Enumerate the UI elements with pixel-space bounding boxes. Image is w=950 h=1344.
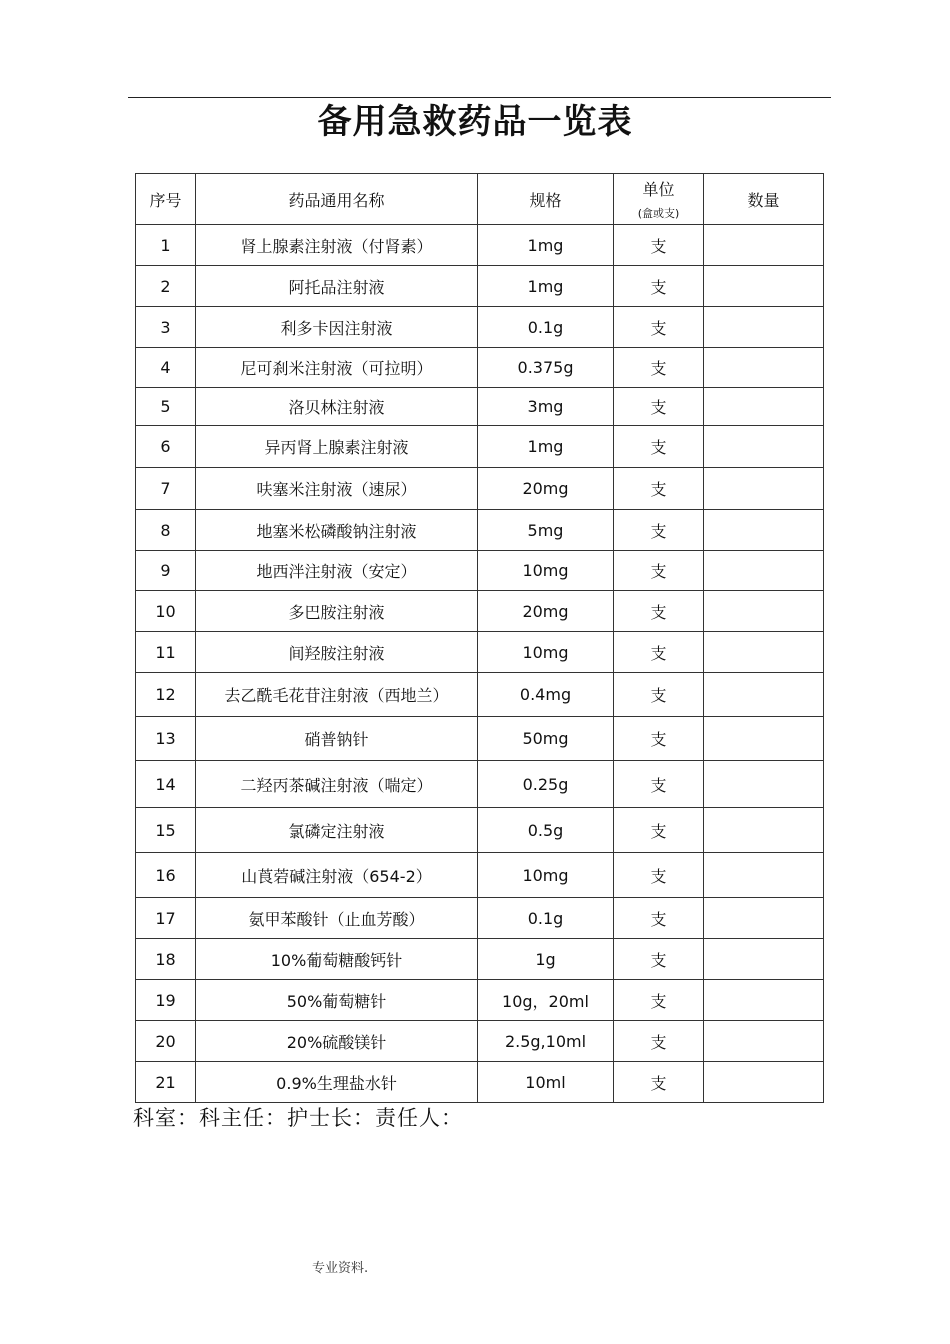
cell-index: 2 [136,266,196,307]
cell-name: 二羟丙茶碱注射液（喘定） [196,761,478,808]
header-unit [614,174,704,225]
table-row [136,808,824,853]
cell-unit: 支 [614,717,704,761]
cell-quantity [704,898,824,939]
cell-spec: 1g [478,939,614,980]
cell-unit: 支 [614,426,704,468]
cell-name: 硝普钠针 [196,717,478,761]
cell-spec: 1mg [478,225,614,266]
cell-quantity [704,632,824,673]
cell-unit: 支 [614,632,704,673]
table-row [136,225,824,266]
cell-spec: 0.5g [478,808,614,853]
cell-quantity [704,426,824,468]
cell-index: 5 [136,388,196,426]
cell-quantity [704,225,824,266]
cell-spec: 1mg [478,426,614,468]
table-row [136,468,824,510]
cell-spec: 0.25g [478,761,614,808]
table-header-row [136,174,824,225]
cell-spec: 0.1g [478,898,614,939]
cell-spec: 2.5g,10ml [478,1021,614,1062]
cell-spec: 1mg [478,266,614,307]
cell-index: 20 [136,1021,196,1062]
cell-quantity [704,307,824,348]
table-row [136,551,824,591]
cell-name: 尼可刹米注射液（可拉明） [196,348,478,388]
table-row [136,426,824,468]
cell-name: 肾上腺素注射液（付肾素） [196,225,478,266]
table-row [136,348,824,388]
cell-quantity [704,673,824,717]
cell-spec: 10g，20ml [478,980,614,1021]
cell-index: 12 [136,673,196,717]
cell-name: 异丙肾上腺素注射液 [196,426,478,468]
cell-spec: 20mg [478,468,614,510]
cell-quantity [704,1021,824,1062]
cell-unit: 支 [614,388,704,426]
signature-line: 科室：科主任：护士长：责任人： [133,1106,463,1130]
cell-unit: 支 [614,808,704,853]
cell-quantity [704,266,824,307]
cell-quantity [704,348,824,388]
cell-unit: 支 [614,510,704,551]
cell-index: 16 [136,853,196,898]
table-row [136,307,824,348]
cell-index: 7 [136,468,196,510]
header-spec: 规格 [478,174,614,225]
cell-name: 10%葡萄糖酸钙针 [196,939,478,980]
cell-name: 呋塞米注射液（速尿） [196,468,478,510]
cell-name: 利多卡因注射液 [196,307,478,348]
cell-quantity [704,717,824,761]
cell-quantity [704,1062,824,1103]
cell-spec: 10mg [478,551,614,591]
cell-name: 50%葡萄糖针 [196,980,478,1021]
cell-quantity [704,388,824,426]
table-body [136,225,824,1103]
cell-name: 多巴胺注射液 [196,591,478,632]
cell-quantity [704,591,824,632]
cell-unit: 支 [614,1021,704,1062]
cell-index: 17 [136,898,196,939]
cell-spec: 50mg [478,717,614,761]
cell-index: 8 [136,510,196,551]
cell-name: 阿托品注射液 [196,266,478,307]
cell-unit: 支 [614,761,704,808]
cell-index: 10 [136,591,196,632]
cell-spec: 5mg [478,510,614,551]
cell-quantity [704,761,824,808]
cell-quantity [704,939,824,980]
cell-unit: 支 [614,980,704,1021]
header-quantity: 数量 [704,174,824,225]
cell-quantity [704,808,824,853]
cell-name: 地西泮注射液（安定） [196,551,478,591]
cell-index: 14 [136,761,196,808]
cell-name: 氨甲苯酸针（止血芳酸） [196,898,478,939]
cell-quantity [704,510,824,551]
cell-spec: 0.4mg [478,673,614,717]
cell-quantity [704,551,824,591]
cell-spec: 10mg [478,853,614,898]
cell-unit: 支 [614,898,704,939]
cell-unit: 支 [614,551,704,591]
cell-spec: 0.375g [478,348,614,388]
header-unit-label: 单位 [642,180,675,199]
cell-name: 20%硫酸镁针 [196,1021,478,1062]
cell-index: 9 [136,551,196,591]
cell-index: 1 [136,225,196,266]
cell-index: 18 [136,939,196,980]
cell-unit: 支 [614,348,704,388]
cell-unit: 支 [614,307,704,348]
header-index: 序号 [136,174,196,225]
cell-index: 4 [136,348,196,388]
page-title: 备用急救药品一览表 [317,102,633,142]
header-name: 药品通用名称 [196,174,478,225]
table-row [136,673,824,717]
cell-unit: 支 [614,591,704,632]
cell-index: 3 [136,307,196,348]
table-row [136,591,824,632]
cell-spec: 3mg [478,388,614,426]
cell-unit: 支 [614,225,704,266]
cell-name: 氯磷定注射液 [196,808,478,853]
cell-index: 15 [136,808,196,853]
table-row [136,717,824,761]
cell-quantity [704,980,824,1021]
table-row [136,898,824,939]
table-row [136,761,824,808]
cell-unit: 支 [614,1062,704,1103]
cell-unit: 支 [614,853,704,898]
cell-spec: 10ml [478,1062,614,1103]
table-row [136,980,824,1021]
table-row [136,939,824,980]
cell-index: 21 [136,1062,196,1103]
table-row [136,632,824,673]
cell-spec: 10mg [478,632,614,673]
cell-unit: 支 [614,468,704,510]
table-row [136,853,824,898]
header-unit-note: (盒或支) [637,207,680,220]
cell-spec: 0.1g [478,307,614,348]
cell-unit: 支 [614,673,704,717]
table-row [136,510,824,551]
cell-index: 19 [136,980,196,1021]
cell-name: 山莨菪碱注射液（654-2） [196,853,478,898]
cell-index: 6 [136,426,196,468]
cell-unit: 支 [614,939,704,980]
cell-index: 13 [136,717,196,761]
table-row [136,388,824,426]
medicine-table [135,173,824,1103]
table-row [136,1021,824,1062]
table-row [136,1062,824,1103]
table-row [136,266,824,307]
cell-name: 洛贝林注射液 [196,388,478,426]
cell-unit: 支 [614,266,704,307]
cell-quantity [704,468,824,510]
cell-name: 去乙酰毛花苷注射液（西地兰） [196,673,478,717]
cell-name: 0.9%生理盐水针 [196,1062,478,1103]
cell-name: 地塞米松磷酸钠注射液 [196,510,478,551]
cell-index: 11 [136,632,196,673]
cell-quantity [704,853,824,898]
cell-name: 间羟胺注射液 [196,632,478,673]
watermark: 专业资料. [312,1261,369,1276]
cell-spec: 20mg [478,591,614,632]
